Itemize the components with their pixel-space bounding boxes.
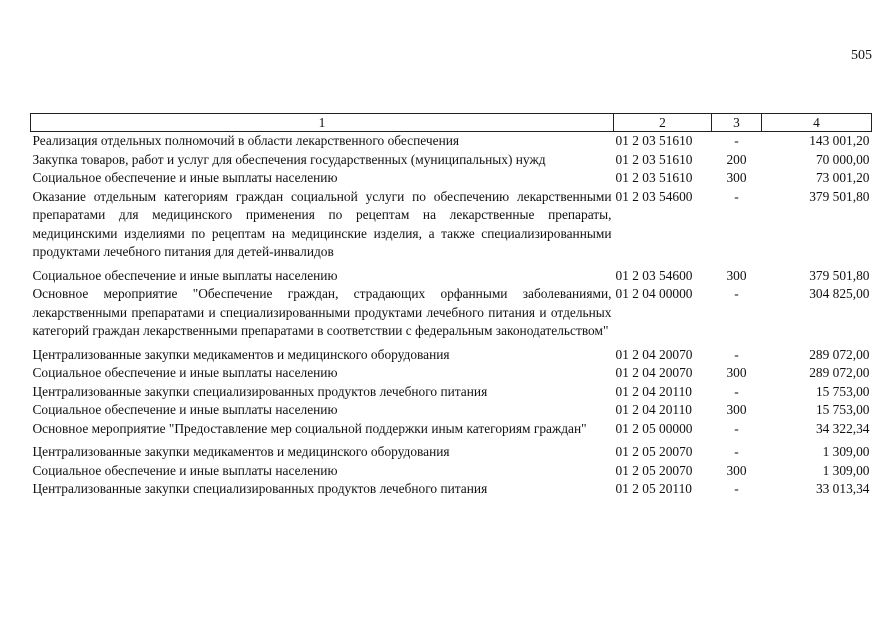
table-row <box>31 364 872 383</box>
row-expense-type: 200 <box>726 151 747 167</box>
row-amount: 379 501,80 <box>809 267 870 283</box>
row-amount: 33 013,34 <box>815 481 870 496</box>
row-expense-type: 300 <box>726 402 747 417</box>
row-description: Централизованные закупки медикаментов и медицинского оборудования <box>32 346 450 362</box>
row-code: 01 2 03 54600 <box>615 188 693 204</box>
row-description: Социальное обеспечение и иные выплаты населению <box>32 267 338 283</box>
row-description: Социальное обеспечение и иные выплаты населению <box>32 365 338 380</box>
budget-table <box>30 113 872 499</box>
row-expense-type: - <box>734 286 739 301</box>
row-code: 01 2 04 20110 <box>615 383 692 399</box>
column-header-description: 1 <box>31 114 614 132</box>
row-description: Централизованные закупки специализированных продуктов лечебного питания <box>32 481 488 496</box>
row-expense-type: 300 <box>726 170 747 185</box>
table-row <box>31 285 872 341</box>
table-header-row <box>31 114 872 132</box>
row-expense-type: - <box>734 188 739 204</box>
row-expense-type: 300 <box>726 462 747 478</box>
row-amount: 34 322,34 <box>815 420 870 436</box>
table-row <box>31 341 872 365</box>
table-row <box>31 188 872 262</box>
column-header-expense-type: 3 <box>712 114 762 132</box>
row-code: 01 2 03 54600 <box>615 267 693 283</box>
row-code: 01 2 04 00000 <box>615 286 693 301</box>
row-description: Централизованные закупки медикаментов и медицинского оборудования <box>32 444 450 459</box>
row-expense-type: - <box>734 481 739 496</box>
row-code: 01 2 03 51610 <box>615 151 693 167</box>
row-amount: 70 000,00 <box>815 151 870 167</box>
row-code: 01 2 04 20110 <box>615 402 692 417</box>
table-row <box>31 462 872 481</box>
row-description: Оказание отдельным категориям граждан социальной услуги по обеспечению лекарственными препаратами для медицинского применения по рецептам на лекарственные препараты, медицинскими изделиями по рецептам на медицинские изделия, а также специализированными продуктами лечебного питания для детей-инвалидов <box>32 188 612 259</box>
row-expense-type: - <box>734 444 739 459</box>
row-description: Социальное обеспечение и иные выплаты населению <box>32 402 338 417</box>
row-description: Реализация отдельных полномочий в области лекарственного обеспечения <box>32 133 460 148</box>
row-description: Социальное обеспечение и иные выплаты населению <box>32 462 338 478</box>
column-header-code: 2 <box>614 114 712 132</box>
table-row <box>31 383 872 402</box>
table-row <box>31 480 872 499</box>
row-expense-type: - <box>734 383 739 399</box>
table-row <box>31 132 872 151</box>
row-description: Централизованные закупки специализированных продуктов лечебного питания <box>32 383 488 399</box>
row-code: 01 2 04 20070 <box>615 346 693 362</box>
row-amount: 379 501,80 <box>809 188 870 204</box>
row-description: Закупка товаров, работ и услуг для обеспечения государственных (муниципальных) нужд <box>32 151 546 167</box>
row-amount: 1 309,00 <box>822 462 870 478</box>
row-amount: 289 072,00 <box>809 365 870 380</box>
row-description: Основное мероприятие "Обеспечение граждан, страдающих орфанными заболеваниями, лекарственными препаратами и специализированными продуктами лечебного питания и отдельных категорий граждан лекарственными препаратами в соответствии с федеральным законодательством" <box>32 286 612 338</box>
table-row <box>31 262 872 286</box>
row-expense-type: - <box>734 346 739 362</box>
row-amount: 304 825,00 <box>809 286 870 301</box>
page-number: 505 <box>851 48 872 63</box>
column-header-amount: 4 <box>762 114 872 132</box>
row-expense-type: 300 <box>726 267 747 283</box>
row-amount: 143 001,20 <box>809 133 870 148</box>
row-amount: 289 072,00 <box>809 346 870 362</box>
table-row <box>31 169 872 188</box>
row-amount: 15 753,00 <box>815 383 870 399</box>
row-amount: 73 001,20 <box>815 170 870 185</box>
row-code: 01 2 04 20070 <box>615 365 693 380</box>
row-amount: 15 753,00 <box>815 402 870 417</box>
row-description: Социальное обеспечение и иные выплаты населению <box>32 170 338 185</box>
table-row <box>31 438 872 462</box>
table-row <box>31 420 872 439</box>
row-code: 01 2 05 20110 <box>615 481 692 496</box>
row-description: Основное мероприятие "Предоставление мер социальной поддержки иным категориям граждан" <box>32 420 587 436</box>
table-row <box>31 151 872 170</box>
row-code: 01 2 03 51610 <box>615 170 693 185</box>
row-code: 01 2 05 20070 <box>615 444 693 459</box>
row-expense-type: 300 <box>726 365 747 380</box>
row-expense-type: - <box>734 420 739 436</box>
row-code: 01 2 05 00000 <box>615 420 693 436</box>
table-row <box>31 401 872 420</box>
row-expense-type: - <box>734 133 739 148</box>
row-code: 01 2 03 51610 <box>615 133 693 148</box>
row-amount: 1 309,00 <box>822 444 870 459</box>
row-code: 01 2 05 20070 <box>615 462 693 478</box>
